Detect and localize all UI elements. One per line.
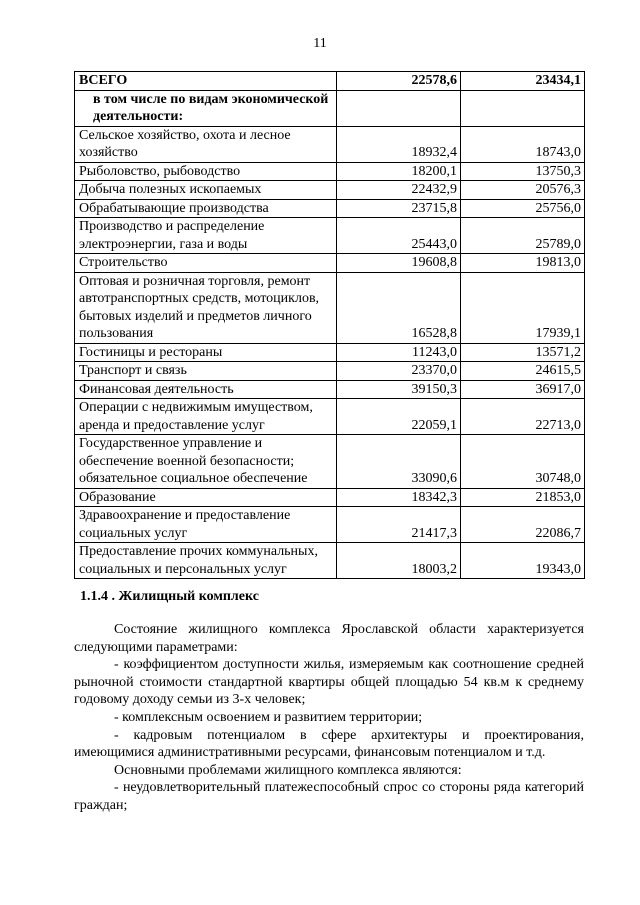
row-label: Обрабатывающие производства [75,199,337,218]
row-value-2: 30748,0 [461,435,585,489]
table-row [75,507,585,543]
row-value-2: 22713,0 [461,399,585,435]
row-value-1: 18342,3 [337,488,461,507]
table-row [75,181,585,200]
row-value-2: 25789,0 [461,218,585,254]
table-row [75,162,585,181]
row-value-1: 18200,1 [337,162,461,181]
row-value-1: 33090,6 [337,435,461,489]
row-label: Строительство [75,254,337,273]
paragraph: - комплексным освоением и развитием территории; [114,709,423,725]
total-label: ВСЕГО [75,72,337,91]
row-value-2: 25756,0 [461,199,585,218]
row-value-2: 17939,1 [461,272,585,343]
table-row [75,435,585,489]
row-value-1: 39150,3 [337,380,461,399]
row-value-2: 18743,0 [461,126,585,162]
row-label: Оптовая и розничная торговля, ремонт автотранспортных средств, мотоциклов, бытовых изделий и предметов личного пользования [75,272,337,343]
row-label: Рыболовство, рыбоводство [75,162,337,181]
paragraph: Основными проблемами жилищного комплекса являются: [114,762,462,778]
table-row [75,218,585,254]
row-value-1: 18003,2 [337,543,461,579]
row-value-2: 36917,0 [461,380,585,399]
table-row [75,343,585,362]
row-value-1: 21417,3 [337,507,461,543]
row-value-1: 16528,8 [337,272,461,343]
row-value-1: 23715,8 [337,199,461,218]
row-value-1: 23370,0 [337,362,461,381]
page-number: 11 [313,36,327,51]
row-value-1: 18932,4 [337,126,461,162]
table-subheader-row [75,90,585,126]
paragraph: - коэффициентом доступности жилья, измеряемым как соотношение средней рыночной стоимости стандартной квартиры общей площадью 54 кв.м к среднему годовому доходу семьи из 3-х человек; [74,657,584,708]
section-heading: 1.1.4 . Жилищный комплекс [80,589,259,604]
section-body [74,621,584,815]
subheader-label: в том числе по видам экономической деятельности: [75,90,337,126]
paragraph: - неудовлетворительный платежеспособный спрос со стороны ряда категорий граждан; [74,780,584,813]
total-value-1: 22578,6 [337,72,461,91]
table-row [75,488,585,507]
row-value-1: 11243,0 [337,343,461,362]
row-label: Здравоохранение и предоставление социальных услуг [75,507,337,543]
row-value-1: 22432,9 [337,181,461,200]
row-label: Добыча полезных ископаемых [75,181,337,200]
average-salary-table [74,71,585,579]
row-label: Транспорт и связь [75,362,337,381]
row-value-2: 19813,0 [461,254,585,273]
row-value-2: 21853,0 [461,488,585,507]
row-label: Сельское хозяйство, охота и лесное хозяйство [75,126,337,162]
row-value-2: 13750,3 [461,162,585,181]
row-label: Предоставление прочих коммунальных, социальных и персональных услуг [75,543,337,579]
row-label: Производство и распределение электроэнергии, газа и воды [75,218,337,254]
table-row [75,380,585,399]
paragraph: Состояние жилищного комплекса Ярославской области характеризуется следующими параметрами: [74,622,584,655]
table-row [75,543,585,579]
table-row [75,199,585,218]
row-value-2: 19343,0 [461,543,585,579]
paragraph: - кадровым потенциалом в сфере архитектуры и проектирования, имеющимися административными ресурсами, финансовым потенциалом и т.д. [74,727,584,761]
row-value-2: 22086,7 [461,507,585,543]
row-value-1: 19608,8 [337,254,461,273]
table-row [75,126,585,162]
row-value-2: 20576,3 [461,181,585,200]
row-value-1: 25443,0 [337,218,461,254]
row-label: Финансовая деятельность [75,380,337,399]
table-row [75,362,585,381]
table-row [75,399,585,435]
table-row [75,272,585,343]
row-label: Государственное управление и обеспечение военной безопасности; обязательное социальное обеспечение [75,435,337,489]
total-value-2: 23434,1 [461,72,585,91]
row-label: Образование [75,488,337,507]
row-label: Гостиницы и рестораны [75,343,337,362]
row-value-1: 22059,1 [337,399,461,435]
row-value-2: 24615,5 [461,362,585,381]
table-total-row [75,72,585,91]
table-row [75,254,585,273]
row-label: Операции с недвижимым имуществом, аренда и предоставление услуг [75,399,337,435]
row-value-2: 13571,2 [461,343,585,362]
